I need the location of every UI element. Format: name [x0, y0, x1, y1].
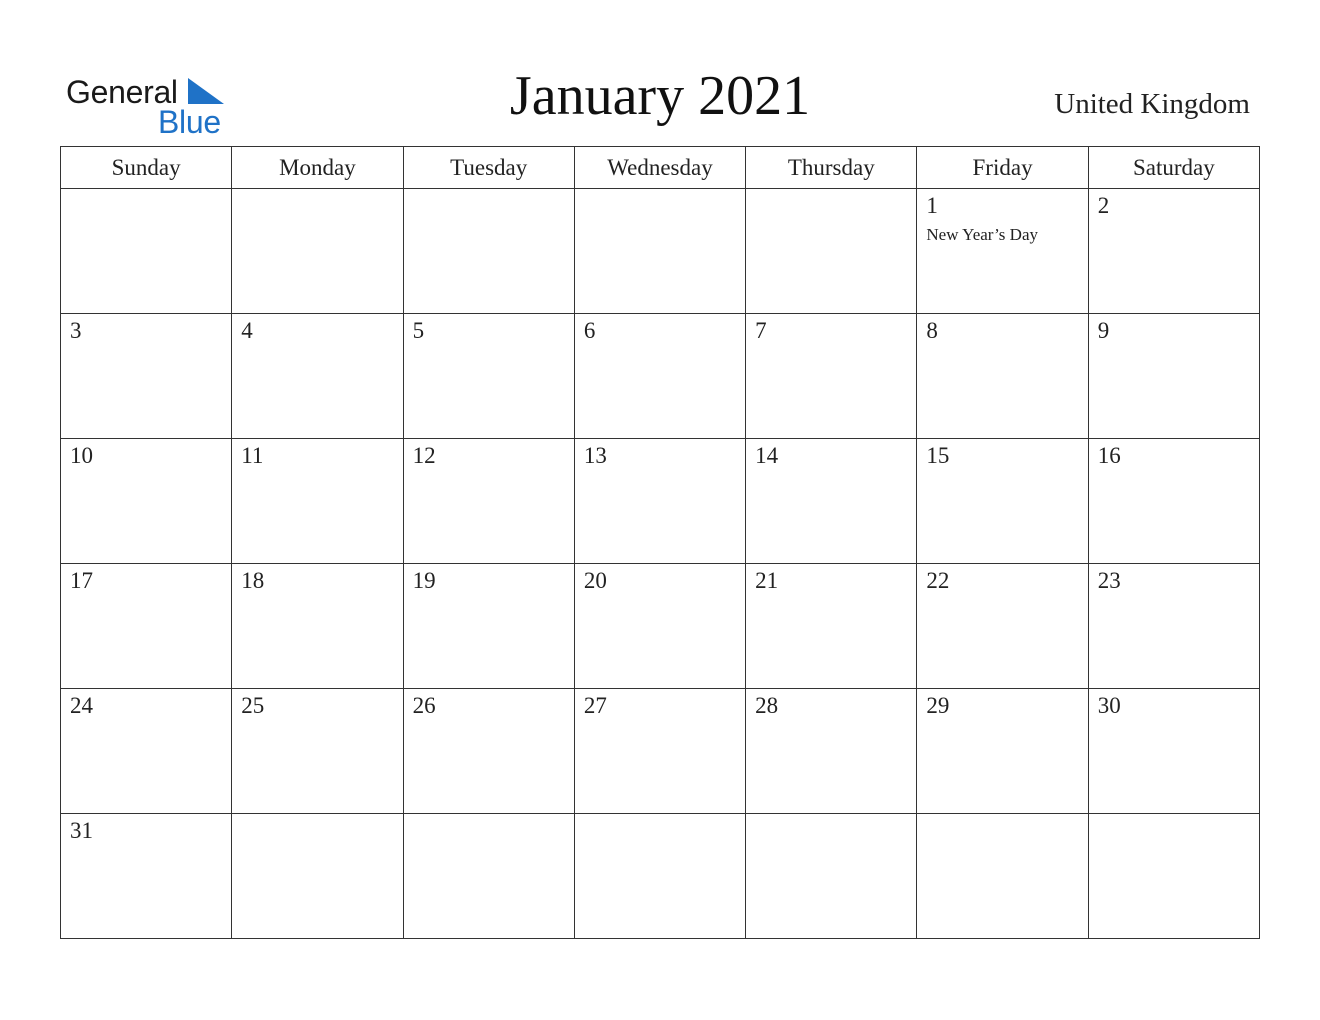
day-number: 20 [583, 568, 607, 593]
weekday-header-thursday: Thursday [746, 147, 917, 189]
week-row [61, 814, 1260, 939]
page-title: January 2021 [509, 65, 811, 127]
day-number: 31 [70, 818, 93, 843]
day-cell [61, 314, 232, 439]
calendar-grid [60, 146, 1260, 939]
day-cell [61, 689, 232, 814]
day-number: 17 [70, 568, 93, 593]
country-label: United Kingdom [1054, 88, 1250, 120]
day-number: 15 [926, 443, 950, 468]
empty-day-cell [917, 814, 1088, 939]
empty-day-cell [1088, 814, 1259, 939]
day-cell [574, 314, 745, 439]
day-number: 28 [755, 693, 779, 718]
day-number: 3 [70, 318, 82, 343]
day-number: 2 [1097, 193, 1110, 218]
week-row [61, 314, 1260, 439]
day-number: 25 [241, 693, 265, 718]
day-cell [1088, 439, 1259, 564]
day-cell [232, 439, 403, 564]
day-number: 14 [755, 443, 779, 468]
weekday-header-saturday: Saturday [1088, 147, 1259, 189]
day-number: 27 [583, 693, 607, 718]
day-cell [232, 689, 403, 814]
day-number: 11 [241, 443, 264, 468]
day-cell [403, 564, 574, 689]
day-number: 12 [412, 443, 436, 468]
day-number: 7 [755, 318, 767, 343]
day-number: 23 [1097, 568, 1121, 593]
day-cell [917, 564, 1088, 689]
day-cell [61, 564, 232, 689]
weekday-header-friday: Friday [917, 147, 1088, 189]
day-cell [1088, 189, 1259, 314]
day-cell [917, 689, 1088, 814]
day-number: 9 [1097, 318, 1110, 343]
week-row [61, 689, 1260, 814]
empty-day-cell [746, 814, 917, 939]
empty-day-cell [232, 814, 403, 939]
day-cell [403, 689, 574, 814]
day-cell [61, 439, 232, 564]
day-cell [61, 814, 232, 939]
weekday-header-tuesday: Tuesday [403, 147, 574, 189]
day-number: 6 [583, 318, 596, 343]
week-row [61, 439, 1260, 564]
empty-day-cell [232, 189, 403, 314]
day-cell [1088, 689, 1259, 814]
day-cell [574, 564, 745, 689]
day-cell [232, 314, 403, 439]
day-number: 1 [926, 193, 938, 218]
empty-day-cell [403, 189, 574, 314]
day-number: 22 [926, 568, 950, 593]
weekday-header-row [61, 147, 1260, 189]
day-number: 26 [412, 693, 436, 718]
weekday-header-monday: Monday [232, 147, 403, 189]
day-cell [232, 564, 403, 689]
logo-text-blue: Blue [158, 104, 221, 140]
empty-day-cell [746, 189, 917, 314]
empty-day-cell [61, 189, 232, 314]
day-cell [917, 439, 1088, 564]
day-number: 29 [926, 693, 950, 718]
day-number: 10 [70, 443, 93, 468]
empty-day-cell [403, 814, 574, 939]
day-number: 24 [70, 693, 93, 718]
day-number: 4 [241, 318, 253, 343]
day-cell [917, 314, 1088, 439]
day-number: 21 [755, 568, 779, 593]
weekday-header-wednesday: Wednesday [574, 147, 745, 189]
day-number: 30 [1097, 693, 1121, 718]
day-cell [403, 439, 574, 564]
day-number: 8 [926, 318, 938, 343]
week-row [61, 189, 1260, 314]
day-number: 19 [412, 568, 436, 593]
day-number: 13 [583, 443, 607, 468]
day-cell [746, 439, 917, 564]
day-cell [574, 689, 745, 814]
holiday-label: New Year’s Day [926, 225, 1038, 244]
empty-day-cell [574, 189, 745, 314]
weekday-header-sunday: Sunday [61, 147, 232, 189]
day-cell [574, 439, 745, 564]
day-cell [746, 564, 917, 689]
day-number: 5 [412, 318, 425, 343]
day-cell [917, 189, 1088, 314]
day-cell [1088, 564, 1259, 689]
day-cell [746, 314, 917, 439]
day-number: 16 [1097, 443, 1121, 468]
day-number: 18 [241, 568, 265, 593]
day-cell [403, 314, 574, 439]
logo-text-general: General [66, 74, 178, 110]
empty-day-cell [574, 814, 745, 939]
week-row [61, 564, 1260, 689]
day-cell [1088, 314, 1259, 439]
day-cell [746, 689, 917, 814]
